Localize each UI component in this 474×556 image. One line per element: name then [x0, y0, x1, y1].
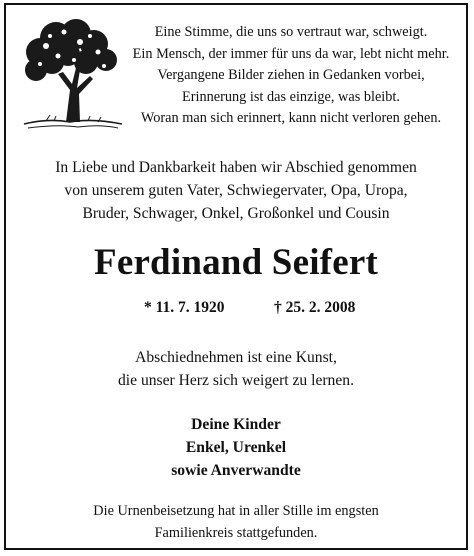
mourners — [6, 413, 466, 482]
intro-text — [6, 157, 466, 225]
poem-line: Ein Mensch, der immer für uns da war, lebt nicht mehr. — [132, 45, 450, 62]
poem-line: Eine Stimme, die uns so vertraut war, schweigt. — [154, 24, 428, 40]
burial-note — [6, 501, 466, 544]
poem-line: Woran man sich erinnert, kann nicht verloren gehen. — [140, 110, 442, 127]
birth-date: * 11. 7. 1920 — [144, 299, 225, 316]
mourner-line: Deine Kinder — [191, 416, 281, 433]
intro-line: In Liebe und Dankbarkeit haben wir Abschied genommen — [55, 159, 417, 176]
deceased-name: Ferdinand Seifert — [94, 242, 378, 283]
obituary-notice — [4, 3, 468, 550]
poem — [106, 22, 474, 130]
note-line: Familienkreis stattgefunden. — [154, 524, 318, 541]
mourner-line: sowie Anverwandte — [171, 462, 301, 479]
intro-line: von unserem guten Vater, Schwiegervater, Opa, Uropa, — [64, 181, 408, 199]
quote-line: die unser Herz sich weigert zu lernen. — [118, 371, 354, 389]
intro-line: Bruder, Schwager, Onkel, Großonkel und Cousin — [82, 204, 390, 222]
death-date: † 25. 2. 2008 — [274, 299, 356, 316]
quote-line: Abschiednehmen ist eine Kunst, — [135, 349, 337, 366]
note-line: Die Urnenbeisetzung hat in aller Stille im engsten — [93, 503, 379, 519]
poem-line: Vergangene Bilder ziehen in Gedanken vorbei, — [157, 67, 425, 84]
poem-line: Erinnerung ist das einzige, was bleibt. — [182, 88, 400, 105]
mourner-line: Enkel, Urenkel — [185, 439, 287, 456]
farewell-quote — [6, 347, 466, 393]
